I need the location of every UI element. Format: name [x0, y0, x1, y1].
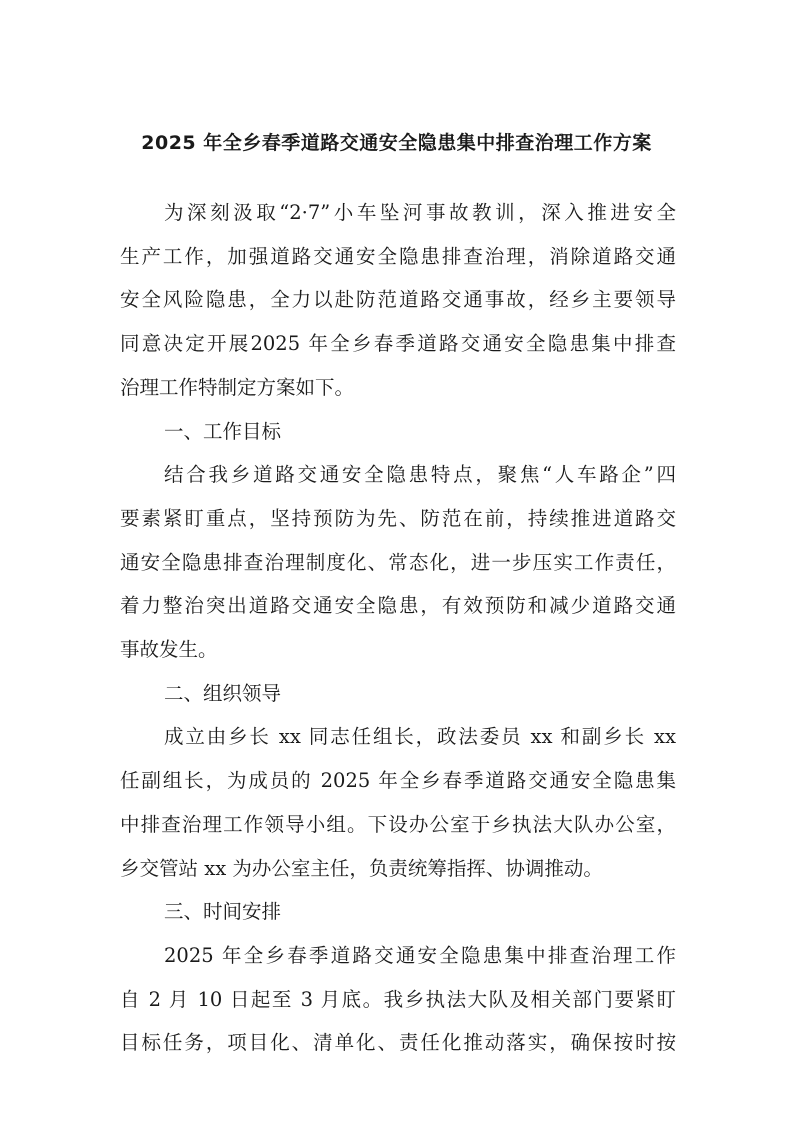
body-line: 结合我乡道路交通安全隐患特点，聚焦“人车路企”四 — [164, 463, 676, 487]
body-line: 2025 年全乡春季道路交通安全隐患集中排查治理工作 — [164, 943, 676, 967]
body-line: 事故发生。 — [120, 638, 218, 661]
body-line: 中排查治理工作领导小组。下设办公室于乡执法大队办公室， — [120, 812, 676, 836]
body-line: 生产工作，加强道路交通安全隐患排查治理，消除道路交通 — [120, 244, 676, 268]
body-line: 要素紧盯重点，坚持预防为先、防范在前，持续推进道路交 — [120, 506, 676, 530]
body-line: 乡交管站 xx 为办公室主任，负责统筹指挥、协调推动。 — [120, 856, 603, 880]
body-line: 为深刻汲取“2·7”小车坠河事故教训，深入推进安全 — [164, 201, 676, 224]
body-line: 通安全隐患排查治理制度化、常态化，进一步压实工作责任， — [120, 550, 676, 574]
body-line: 成立由乡长 xx 同志任组长，政法委员 xx 和副乡长 xx — [164, 725, 676, 749]
body-line: 同意决定开展2025 年全乡春季道路交通安全隐患集中排查 — [120, 332, 676, 356]
body-line: 二、组织领导 — [164, 681, 282, 705]
body-line: 安全风险隐患，全力以赴防范道路交通事故，经乡主要领导 — [120, 288, 676, 312]
body-line: 一、工作目标 — [164, 419, 282, 443]
body-line: 三、时间安排 — [164, 900, 282, 924]
body-line: 着力整治突出道路交通安全隐患，有效预防和减少道路交通 — [120, 594, 676, 618]
document-title: 2025 年全乡春季道路交通安全隐患集中排查治理工作方案 — [141, 132, 652, 154]
body-line: 自 2 月 10 日起至 3 月底。我乡执法大队及相关部门要紧盯 — [120, 987, 676, 1011]
body-line: 目标任务，项目化、清单化、责任化推动落实，确保按时按 — [120, 1031, 676, 1055]
body-line: 任副组长，为成员的 2025 年全乡春季道路交通安全隐患集 — [120, 769, 676, 793]
body-line: 治理工作特制定方案如下。 — [120, 375, 355, 399]
